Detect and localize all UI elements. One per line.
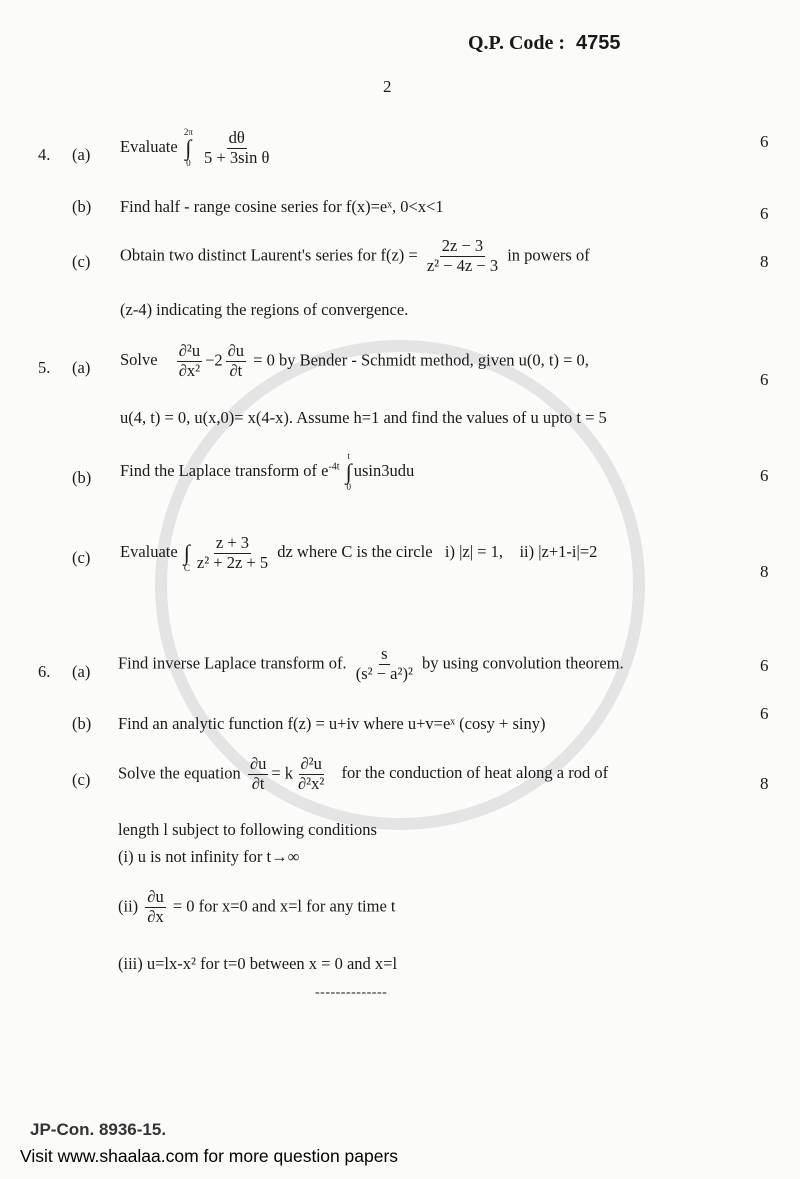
question-5b [120,452,414,492]
part-label: (c) [72,770,91,789]
condition-2 [118,888,396,927]
part-label: (b) [72,714,92,733]
end-marker: -------------- [315,985,388,1000]
marks: 8 [760,252,769,271]
numerator: ∂u [249,754,267,773]
question-6b: Find an analytic function f(z) = u+iv where u+v=eˣ (cosy + siny) [118,714,546,733]
lower-limit: C [183,563,190,573]
question-6a [118,645,624,684]
exponent: -4t [328,461,340,473]
text: = 0 for x=0 and x=l for any time t [172,896,396,916]
part-label: (a) [72,662,91,681]
part-label: (b) [72,197,92,216]
denominator: (s² − a²)² [355,663,413,683]
question-6c-continued: length l subject to following conditions [118,820,377,839]
denominator: ∂x² [178,360,201,380]
text: by using convolution theorem. [422,653,624,673]
fraction [195,534,270,573]
marks: 6 [760,466,769,485]
text: Find the Laplace transform of e [120,460,329,480]
qp-code [468,32,621,55]
condition-1: (i) u is not infinity for t→∞ [118,847,300,866]
numerator: z + 3 [215,532,250,552]
upper-limit: 2π [183,127,193,137]
text: Evaluate [120,136,178,156]
part-label: (c) [72,548,91,567]
numerator: ∂u [147,887,164,906]
marks: 6 [760,132,769,151]
condition-3: (iii) u=lx-x² for t=0 between x = 0 and x=l [118,954,398,973]
marks: 8 [760,562,769,581]
denominator: z² + 2z + 5 [196,552,269,572]
marks: 8 [760,774,769,793]
question-5c [120,533,597,573]
integral [184,533,190,573]
numerator: dθ [228,127,245,147]
integral-sign-icon: ∫ [185,135,192,160]
visit-link[interactable]: Visit www.shaalaa.com for more question papers [20,1146,399,1166]
question-5a-continued: u(4, t) = 0, u(x,0)= x(4-x). Assume h=1 and find the values of u upto t = 5 [120,408,607,427]
text: usin3udu [353,460,415,480]
question-5a [120,342,589,381]
fraction [248,755,268,794]
qp-code-value: 4755 [576,32,621,54]
marks: 6 [760,204,769,223]
question-number: 4. [38,145,51,164]
text: in powers of [507,245,590,265]
numerator: ∂²u [178,341,201,360]
question-4c [120,237,590,276]
text: Evaluate [120,541,178,561]
question-4c-continued: (z-4) indicating the regions of convergence. [120,300,409,319]
integral-sign-icon: ∫ [183,540,190,565]
upper-limit: t [347,451,350,461]
text: = k [271,763,294,783]
denominator: ∂x [147,906,164,926]
numerator: ∂²u [300,754,322,773]
marks: 6 [760,656,769,675]
text: Solve [120,350,158,370]
text: Solve the equation [118,763,241,783]
text: Obtain two distinct Laurent's series for f(z) = [120,245,418,265]
marks: 6 [760,370,769,389]
fraction [145,888,165,927]
lower-limit: 0 [346,482,351,492]
page-number: 2 [383,77,392,96]
fraction [425,237,500,276]
text: dz where C is the circle i) |z| = 1, ii) |z+1-i|=2 [277,541,598,561]
denominator: ∂t [251,773,265,793]
part-label: (b) [72,468,92,487]
fraction [177,342,202,381]
denominator: ∂²x² [298,773,325,793]
integral [184,128,193,168]
part-label: (a) [72,145,91,164]
text: −2 [205,350,223,370]
question-6c [118,755,608,794]
part-label: (a) [72,358,91,377]
numerator: 2z − 3 [441,236,484,255]
marks: 6 [760,704,769,723]
numerator: s [381,644,388,663]
denominator: z² − 4z − 3 [426,255,499,275]
lower-limit: 0 [186,158,191,168]
question-number: 5. [38,358,51,377]
numerator: ∂u [227,341,245,360]
fraction [202,129,271,168]
paper-code-footer: JP-Con. 8936-15. [30,1120,167,1139]
fraction [296,755,326,794]
text: Find inverse Laplace transform of. [118,653,347,673]
integral [346,452,352,492]
question-4a [120,128,274,168]
fraction [226,342,246,381]
text: for the conduction of heat along a rod of [341,763,609,783]
fraction [354,645,415,684]
question-number: 6. [38,662,51,681]
question-4b: Find half - range cosine series for f(x)=eˣ, 0<x<1 [120,197,444,216]
part-label: (c) [72,252,91,271]
text: = 0 by Bender - Schmidt method, given u(0, t) = 0, [253,350,589,370]
denominator: 5 + 3sin θ [204,147,270,167]
denominator: ∂t [229,360,243,380]
integral-sign-icon: ∫ [345,459,352,484]
text: (ii) [118,896,139,916]
qp-code-label: Q.P. Code : [468,32,566,54]
